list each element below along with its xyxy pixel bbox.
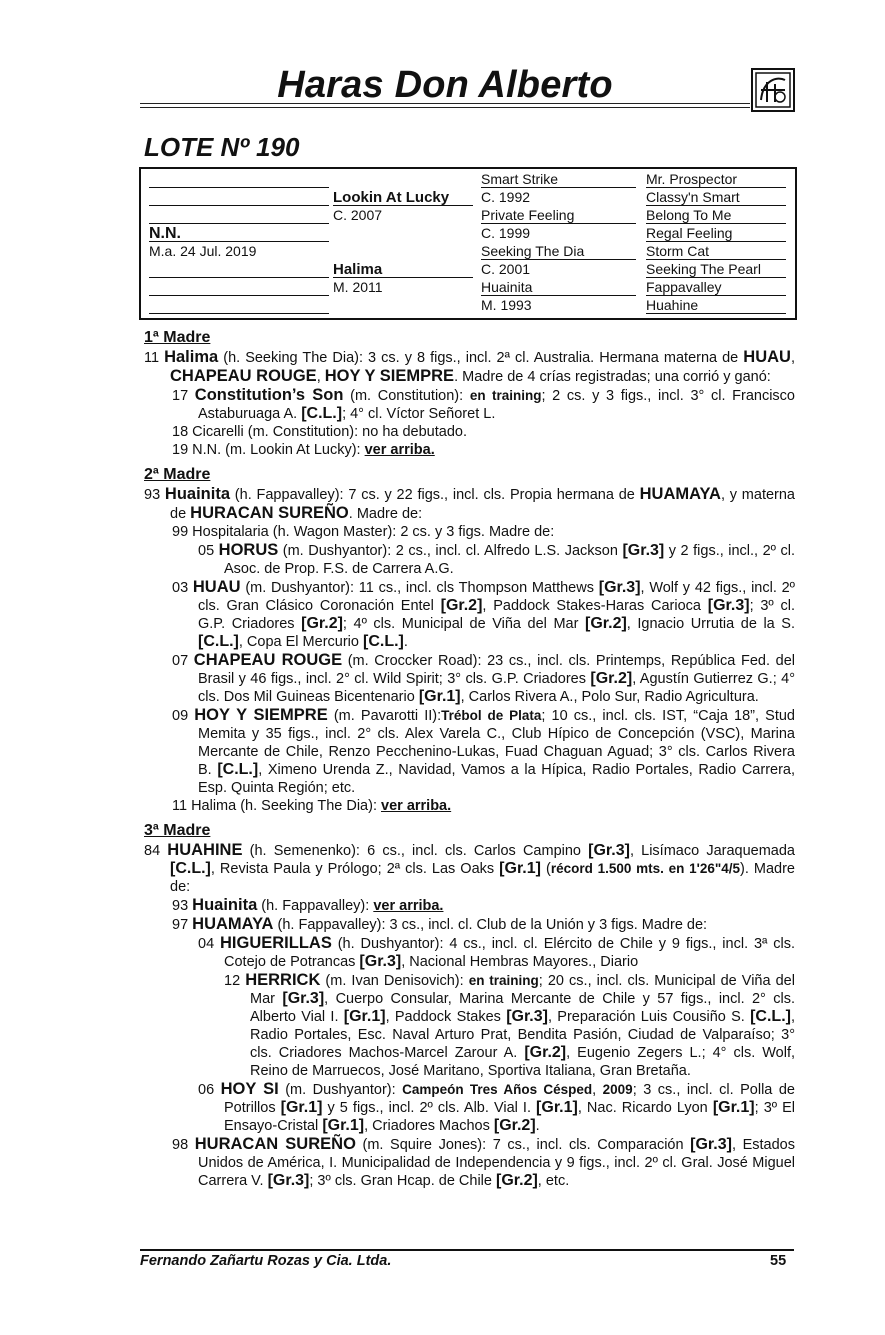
entry: 99 Hospitalaria (h. Wagon Master): 2 cs. y 3 figs. Madre de: xyxy=(172,524,555,540)
grandparent-5: Storm Cat xyxy=(646,243,710,259)
sire-name: Lookin At Lucky xyxy=(333,189,450,206)
page-number: 55 xyxy=(770,1253,787,1269)
entry: 05 HORUS (m. Dushyantor): 2 cs., incl. cl. Alfredo L.S. Jackson [Gr.3] y 2 figs., incl., 2º cl. Asoc. de Prop. F.S. de Carrera A.G. xyxy=(198,541,795,577)
sire-info: C. 2007 xyxy=(333,207,383,223)
entry: 84 HUAHINE (h. Semenenko): 6 cs., incl. cls. Carlos Campino [Gr.3], Lisímaco Jaraquemada [C.L.], Revista Paula y Prólogo; 2ª cls. Las Oaks [Gr.1] (récord 1.500 mts. en 1'26"4/5). Madre de: xyxy=(144,841,795,895)
page-header xyxy=(140,62,800,112)
footer-rule xyxy=(140,1249,794,1251)
horse-name: N.N. xyxy=(149,225,181,242)
dam-sire-info: C. 2001 xyxy=(481,261,531,277)
entry: 97 HUAMAYA (h. Fappavalley): 3 cs., incl. cl. Club de la Unión y 3 figs. Madre de: xyxy=(172,915,708,933)
entry: 93 Huainita (h. Fappavalley): ver arriba. xyxy=(172,896,444,914)
section-heading: 3ª Madre xyxy=(144,822,211,839)
entry: 04 HIGUERILLAS (h. Dushyantor): 4 cs., incl. cl. Elército de Chile y 9 figs., incl. 3ª cls. Cotejo de Potrancas [Gr.3], Nacional Hembras Mayores., Diario xyxy=(198,934,795,970)
entry: 98 HURACAN SUREÑO (m. Squire Jones): 7 cs., incl. cls. Comparación [Gr.3], Estados Unidos de América, I. Municipalidad de Independencia y 9 figs., incl. 2º cl. Gral. José Miguel Carrera V. [Gr.3]; 3º cls. Gran Hcap. de Chile [Gr.2], etc. xyxy=(172,1135,795,1189)
header-rule xyxy=(140,107,750,108)
dam-dam: Huainita xyxy=(481,279,533,295)
entry: 11 Halima (h. Seeking The Dia): ver arriba. xyxy=(172,798,452,814)
sire-dam: Private Feeling xyxy=(481,207,575,223)
dam-sire: Seeking The Dia xyxy=(481,243,585,259)
grandparent-1: Mr. Prospector xyxy=(646,171,738,187)
haras-logo-icon xyxy=(751,68,795,112)
pedigree-table xyxy=(139,167,797,320)
page-title: Haras Don Alberto xyxy=(277,64,613,106)
entry: 93 Huainita (h. Fappavalley): 7 cs. y 22 figs., incl. cls. Propia hermana de HUAMAYA, y materna de HURACAN SUREÑO. Madre de: xyxy=(144,485,796,522)
dam-name: Halima xyxy=(333,261,383,278)
section-heading: 1ª Madre xyxy=(144,329,211,346)
entry: 06 HOY SI (m. Dushyantor): Campeón Tres Años Césped, 2009; 3 cs., incl. cl. Polla de Potrillos [Gr.1] y 5 figs., incl. 2º cls. Alb. Vial I. [Gr.1], Nac. Ricardo Lyon [Gr.1]; 3º El Ensayo-Cristal [Gr.1], Criadores Machos [Gr.2]. xyxy=(198,1080,796,1134)
grandparent-4: Regal Feeling xyxy=(646,225,733,241)
grandparent-2: Classy'n Smart xyxy=(646,189,740,205)
header-rule xyxy=(140,103,750,104)
sire-sire: Smart Strike xyxy=(481,171,559,187)
sire-dam-info: C. 1999 xyxy=(481,225,531,241)
entry: 17 Constitution’s Son (m. Constitution): en training; 2 cs. y 3 figs., incl. 3° cl. Francisco Astaburuaga A. [C.L.]; 4° cl. Víctor Señoret L. xyxy=(172,386,795,422)
footer-publisher: Fernando Zañartu Rozas y Cia. Ltda. xyxy=(140,1253,392,1269)
dam-dam-info: M. 1993 xyxy=(481,297,532,313)
grandparent-6: Seeking The Pearl xyxy=(646,261,761,277)
lot-number: LOTE Nº 190 xyxy=(144,132,300,162)
horse-info: M.a. 24 Jul. 2019 xyxy=(149,243,257,259)
entry: 19 N.N. (m. Lookin At Lucky): ver arriba. xyxy=(172,442,435,458)
grandparent-8: Huahine xyxy=(646,297,699,313)
entry: 07 CHAPEAU ROUGE (m. Croccker Road): 23 cs., incl. cls. Printemps, República Fed. del Brasil y 46 figs., incl. 2° cl. Wild Spirit; 3° cls. G.P. Criadores [Gr.2], Agustín Gutierrez G.; 4° cls. Dos Mil Guineas Bicentenario [Gr.1], Carlos Rivera A., Polo Sur, Radio Agricultura. xyxy=(172,651,795,705)
grandparent-7: Fappavalley xyxy=(646,279,722,295)
entry: 11 Halima (h. Seeking The Dia): 3 cs. y 8 figs., incl. 2ª cl. Australia. Hermana materna de HUAU, CHAPEAU ROUGE, HOY Y SIEMPRE. Madre de 4 crías registradas; una corrió y ganó: xyxy=(144,348,795,385)
grandparent-3: Belong To Me xyxy=(646,207,732,223)
section-heading: 2ª Madre xyxy=(144,466,211,483)
entry: 03 HUAU (m. Dushyantor): 11 cs., incl. cls Thompson Matthews [Gr.3], Wolf y 42 figs., incl. 2º cls. Gran Clásico Coronación Entel [Gr.2], Paddock Stakes-Haras Carioca [Gr.3]; 3º cl. G.P. Criadores [Gr.2]; 4º cls. Municipal de Viña del Mar [Gr.2], Ignacio Urrutia de la S. [C.L.], Copa El Mercurio [C.L.]. xyxy=(172,578,795,650)
dam-info: M. 2011 xyxy=(333,279,383,295)
family-description xyxy=(144,328,795,1190)
entry: 12 HERRICK (m. Ivan Denisovich): en training; 20 cs., incl. cls. Municipal de Viña del Mar [Gr.3], Cuerpo Consular, Marina Mercante de Chile y 57 figs., incl. 2° cls. Alberto Vial I. [Gr.1], Paddock Stakes [Gr.3], Preparación Luis Cousiño S. [C.L.], Radio Portales, Esc. Naval Arturo Prat, Bendita Pasión, Ciudad de Valparaíso; 3° cls. Criadores Machos-Marcel Zarour A. [Gr.2], Eugenio Zegers L.; 4° cls. Wolf, Reino de Marruecos, José Maritano, Sportiva Italiana, Gran Bretaña. xyxy=(224,971,795,1079)
sire-sire-info: C. 1992 xyxy=(481,189,531,205)
entry: 18 Cicarelli (m. Constitution): no ha debutado. xyxy=(172,424,467,440)
entry: 09 HOY Y SIEMPRE (m. Pavarotti II):Trébol de Plata; 10 cs., incl. cls. IST, “Caja 18”, Stud Memita y 35 figs., incl. 2° cls. Alex Varela C., Club Hípico de Concepción (VSC), Marina Mercante de Chile, Renzo Pecchenino-Lukas, Fuad Chaguan Aguad; 3° cls. Carlos Rivera B. [C.L.], Ximeno Urenda Z., Navidad, Vamos a la Hípica, Radio Portales, Radio Carrera, Esp. Quinta Región; etc. xyxy=(172,706,796,796)
